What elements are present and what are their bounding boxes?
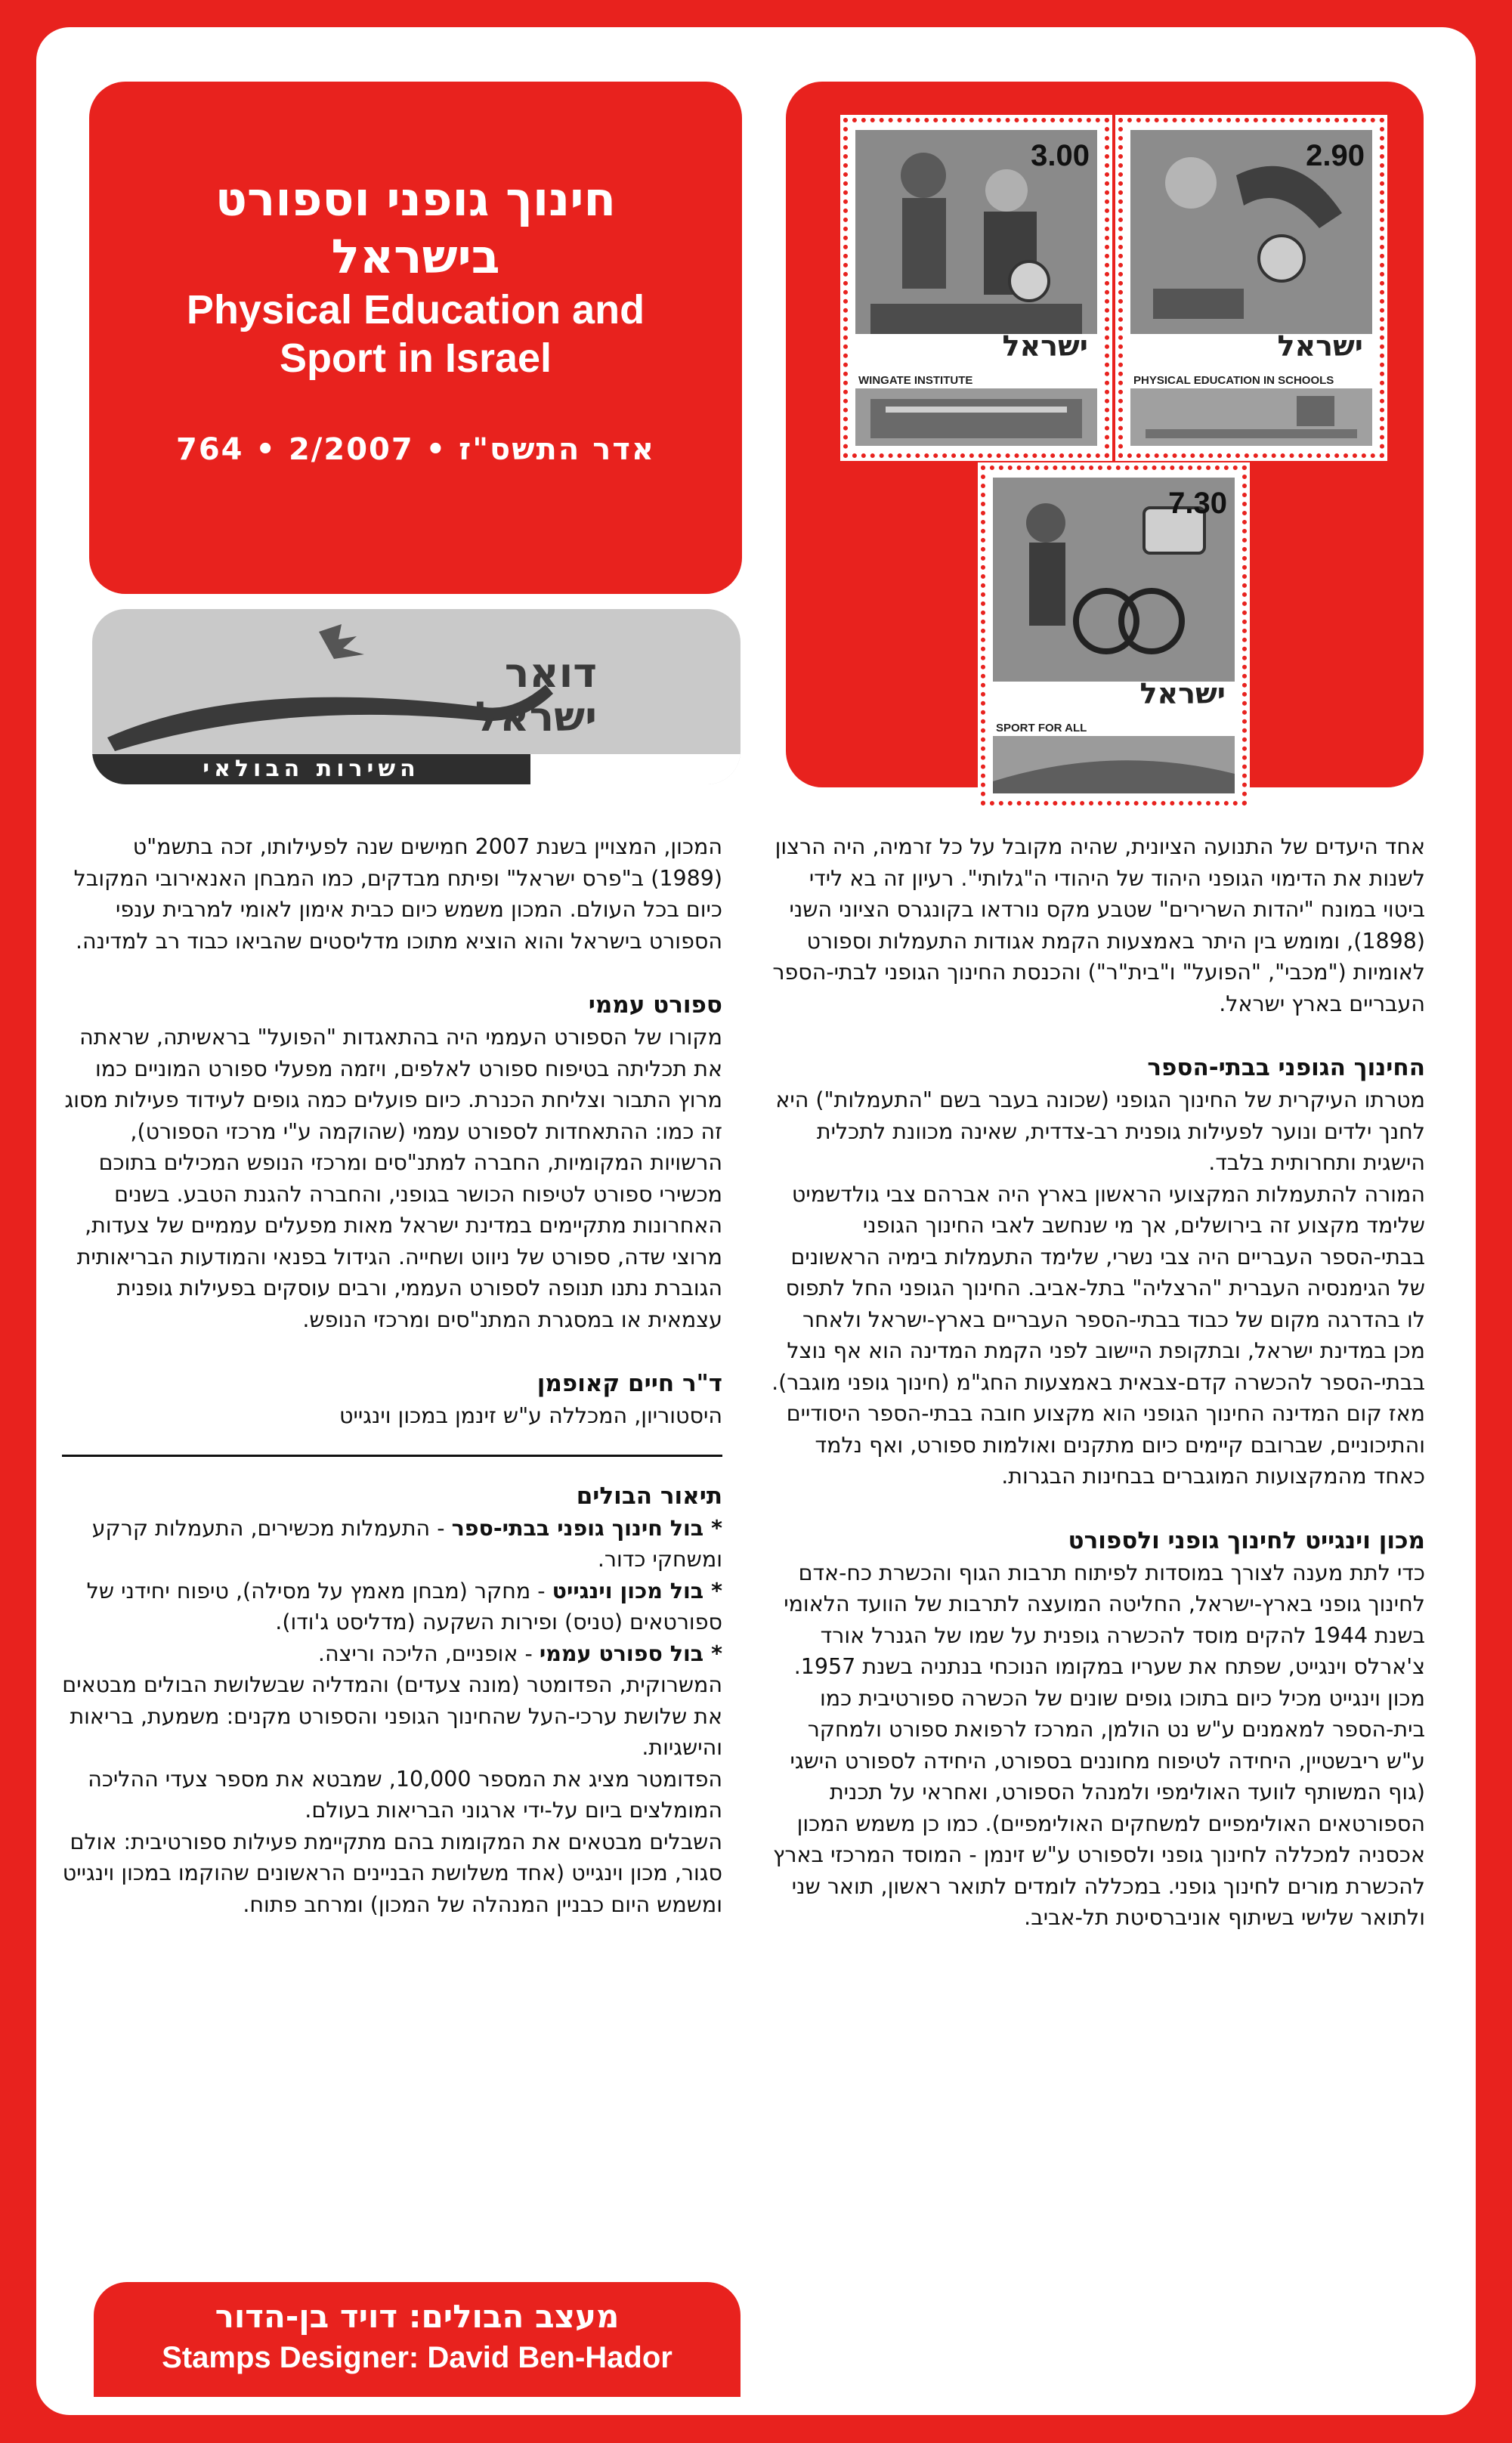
- stamp-schools: [1118, 118, 1384, 458]
- school-pe-paragraph-2: המורה להתעמלות המקצועי הראשון בארץ היה אברהם צבי גולדשמיט שלימד מקצוע זה בירושלים, אך מי שנחשב לאבי החינוך הגופני בבתי-הספר העבריים היה צבי נשרי, שלימד התעמלות בימיה הראשונים של הגימנסיה העברית "הרצליה" בתל-אביב. החינוך הגופני החל לתפוס לו בהדרגה מקום של כבוד בבתי-הספר העבריים בארץ-ישראל ולאחר מכן במדינת ישראל, ובתקופת היישוב לפני הקמת המדינה הוא אף נוצל בבתי-הספר להכשרה קדם-צבאית באמצעות החג"מ (חינוך גופני מוגבר).: [771, 1181, 1425, 1395]
- title-card: [89, 82, 742, 594]
- logo-line2: ישראל: [475, 693, 597, 741]
- stamp-desc-2-text: - מחקר (מבחן מאמץ על מסילה), טיפוח יחידני של ספורטאים (טניס) ופירות השקעה (מדליסט ג'ודו).: [86, 1578, 722, 1634]
- stamp-desc-2-title: * בול מכון וינגייט: [552, 1578, 722, 1603]
- israel-post-logo-card: [92, 609, 741, 784]
- issue-hebrew-date: אדר התשס"ז: [459, 432, 655, 467]
- author-title: היסטוריון, המכללה ע"ש זינמן במכון וינגייט: [339, 1403, 722, 1428]
- title-english-line2: Sport in Israel: [279, 336, 552, 381]
- stamp-schools-tab: [1130, 388, 1372, 446]
- stamp-wingate-tab: [855, 388, 1097, 446]
- pedometer-paragraph: הפדומטר מציג את המספר 10,000, שמבטא את מספר צעדי ההליכה המומלצים ביום על-ידי ארגוני הבריאות בעולם.: [88, 1766, 722, 1823]
- article-column-right: [766, 831, 1425, 1934]
- title-hebrew-line1: חינוך גופני וספורט: [215, 172, 617, 227]
- stamp-desc-3-title: * בול ספורט עממי: [539, 1641, 722, 1666]
- stamp-desc-3-text: - אופניים, הליכה וריצה.: [317, 1641, 540, 1666]
- stamp-wingate: [843, 118, 1109, 458]
- wingate-continued-paragraph: המכון, המצויין בשנת 2007 חמישים שנה לפעילותו, זכה בתשמ"ט (1989) ב"פרס ישראל" ופיתח מבדקים, כמו המבחן האנאירובי המקובל כיום בכל העולם. המכון משמש כיום כבית אימון לאומי למרבית ענפי הספורט בישראל והוא הוציא מתוכו מדליסטים שהביאו כבוד רב למדינה.: [73, 834, 722, 954]
- tabs-paragraph: השבלים מבטאים את המקומות בהם מתקיימת פעילות ספורטיבית: אולם סגור, מכון וינגייט (אחד משלושת הבניינים הראשונים שהוקמו במכון וינגייט ומשמש היום כבניין המנהלה של המכון) ומרחב פתוח.: [62, 1829, 722, 1917]
- stamp-schools-label: PHYSICAL EDUCATION IN SCHOOLS: [1133, 374, 1334, 387]
- school-pe-paragraph-1: מטרתו העיקרית של החינוך הגופני (שכונה בעבר בשם "התעמלות") היא לחנך ילדים ונוער לפעילות גופנית רב-צדדית, שאינה מכוונת לתכלית הישגית ותחרותית בלבד.: [775, 1087, 1425, 1175]
- stamp-sport-for-all-value: 7.30: [1168, 487, 1227, 520]
- author-name: ד"ר חיים קאופמן: [536, 1370, 722, 1397]
- stamp-wingate-country: ישראל: [1002, 329, 1088, 363]
- stamp-desc-1-title: * בול חינוך גופני בבתי-ספר: [451, 1515, 722, 1541]
- stamp-schools-value: 2.90: [1306, 139, 1365, 172]
- stamp-wingate-value: 3.00: [1031, 139, 1090, 172]
- intro-paragraph: אחד היעדים של התנועה הציונית, שהיה מקובל על כל זרמיה, היה הרצון לשנות את הדימוי הגופני היהוד של היהודי ה"גלותי". רעיון זה בא לידי ביטוי במונח "יהדות השרירים" שטבע מקס נורדאו בקונגרס הציוני השני (1898), ומומש בין היתר באמצעות הקמת אגודות התעמלות וספורט לאומיות ("מכבי", "הפועל" ו"בית"ר") והכנסת החינוך הגופני לבתי-הספר העבריים בארץ ישראל.: [772, 834, 1425, 1016]
- stamp-sport-for-all-country: ישראל: [1139, 677, 1226, 710]
- logo-band-text: השירות הבולאי: [92, 754, 530, 784]
- stamp-sport-for-all-tab: [993, 736, 1235, 793]
- designer-credit: [94, 2282, 741, 2397]
- stamp-wingate-label: WINGATE INSTITUTE: [858, 374, 973, 387]
- stamp-schools-country: ישראל: [1277, 329, 1363, 363]
- designer-english: Stamps Designer: David Ben-Hador: [162, 2341, 673, 2374]
- designer-hebrew: מעצב הבולים: דויד בן-הדור: [215, 2298, 620, 2335]
- title-english-line1: Physical Education and: [186, 287, 645, 332]
- issue-sep: •: [425, 432, 447, 467]
- stamp-sport-for-all-label: SPORT FOR ALL: [996, 722, 1087, 734]
- issue-number: 764: [175, 432, 244, 467]
- stamp-desc-1-text: - התעמלות מכשירים, התעמלות קרקע ומשחקי כדור.: [91, 1515, 722, 1572]
- wingate-paragraph: כדי לתת מענה לצורך במוסדות לפיתוח תרבות הגוף והכשרת כח-אדם לחינוך גופני בארץ-ישראל, החליטה המועצה לתרבות של הוועד הלאומי בשנת 1944 להקים מוסד להכשרה גופנית על שמו של הגנרל אורד צ'ארלס וינגייט, שפתח את שעריו במקומו הנוכחי בנתניה בשנת 1957. מכון וינגייט מכיל כיום בתוכו גופים שונים של הכשרה ספורטיבית כמו בית-הספר למאמנים ע"ש נט הולמן, המרכז לרפואת ספורט ולמחקר ע"ש ריבשטיין, היחידה לטיפוח מחוננים בספורט, היחידה לספורט הישגי (גוף המשותף לוועד האולימפי ולמנהל הספורט, ואחראי על תכנית הספורטאים האולימפיים למשחקים האולימפיים). כמו כן משמש המכון אכסניה למכללה לחינוך גופני ולספורט ע"ש זינמן - המוסד המרכזי בארץ להכשרת מורים לחינוך גופני. במכללה לומדים לתואר ראשון, תואר שני ולתואר שלישי בשיתוף אוניברסיטת תל-אביב.: [773, 1560, 1425, 1930]
- issue-date: 2/2007: [288, 432, 414, 467]
- heading-school-pe: החינוך הגופני בבתי-הספר: [1147, 1054, 1425, 1081]
- title-hebrew-line2: בישראל: [331, 229, 500, 284]
- issue-sep: •: [255, 432, 277, 467]
- stamp-desc-3: [62, 1638, 722, 1670]
- heading-wingate: מכון וינגייט לחינוך גופני ולספורט: [1068, 1526, 1425, 1554]
- heading-stamp-description: תיאור הבולים: [576, 1482, 722, 1510]
- divider: [62, 1455, 722, 1457]
- issue-line: [89, 432, 742, 467]
- sport-for-all-paragraph: מקורו של הספורט העממי היה בהתאגדות "הפועל" בראשיתה, שראתה את תכליתה בטיפוח ספורט לאלפים, ויזמה מפעלי ספורט המוניים כמו מרוץ התבור וצליחת הכנרת. כיום פועלים כמה גופים לעידוד פעילות מסוג זה כמו: ההתאחדות לספורט עממי (שהוקמה ע"י מרכזי הספורט), הרשויות המקומיות, החברה למתנ"סים ומרכזי הנופש המכילים בתוכם מכשירי ספורט לטיפוח הכושר בגופני, והחברה להגנת הטבע. בשנים האחרונות מתקיימים במדינת ישראל מאות מפעלים עממיים של צעדות, מרוצי שדה, ספורט של ניווט ושחייה. הגידול בפנאי והמודעות הבריאותית הגוברת נתנו תנופה לספורט העממי, ורבים עוסקים בפעילות גופנית עצמאית או במסגרת המתנ"סים ומרכזי הנופש.: [64, 1025, 722, 1332]
- symbols-paragraph: המשרוקית, הפדומטר (מונה צעדים) והמדליה שבשלושת הבולים מבטאים את שלושת ערכי-העל שהחינוך הגופני והספורט מקנים: משמעת, בריאות והישגיות.: [62, 1672, 722, 1760]
- stamp-desc-1: [62, 1513, 722, 1576]
- stamps-card: [786, 82, 1424, 787]
- article-column-left: [62, 831, 722, 1920]
- stamp-sport-for-all: [981, 465, 1247, 806]
- logo-text: [475, 651, 597, 739]
- logo-line1: דואר: [504, 649, 597, 697]
- school-pe-paragraph-3: מאז קום המדינה החינוך הגופני הוא מקצוע חובה בבתי-הספר היסודיים והתיכוניים, שברובם קיימים כיום מתקנים ואולמות ספורט, ואף נלמד כאחד מהמקצועות המוגברים בבחינות הבגרות.: [786, 1401, 1425, 1489]
- stamp-desc-2: [62, 1576, 722, 1638]
- heading-sport-for-all: ספורט עממי: [588, 991, 722, 1019]
